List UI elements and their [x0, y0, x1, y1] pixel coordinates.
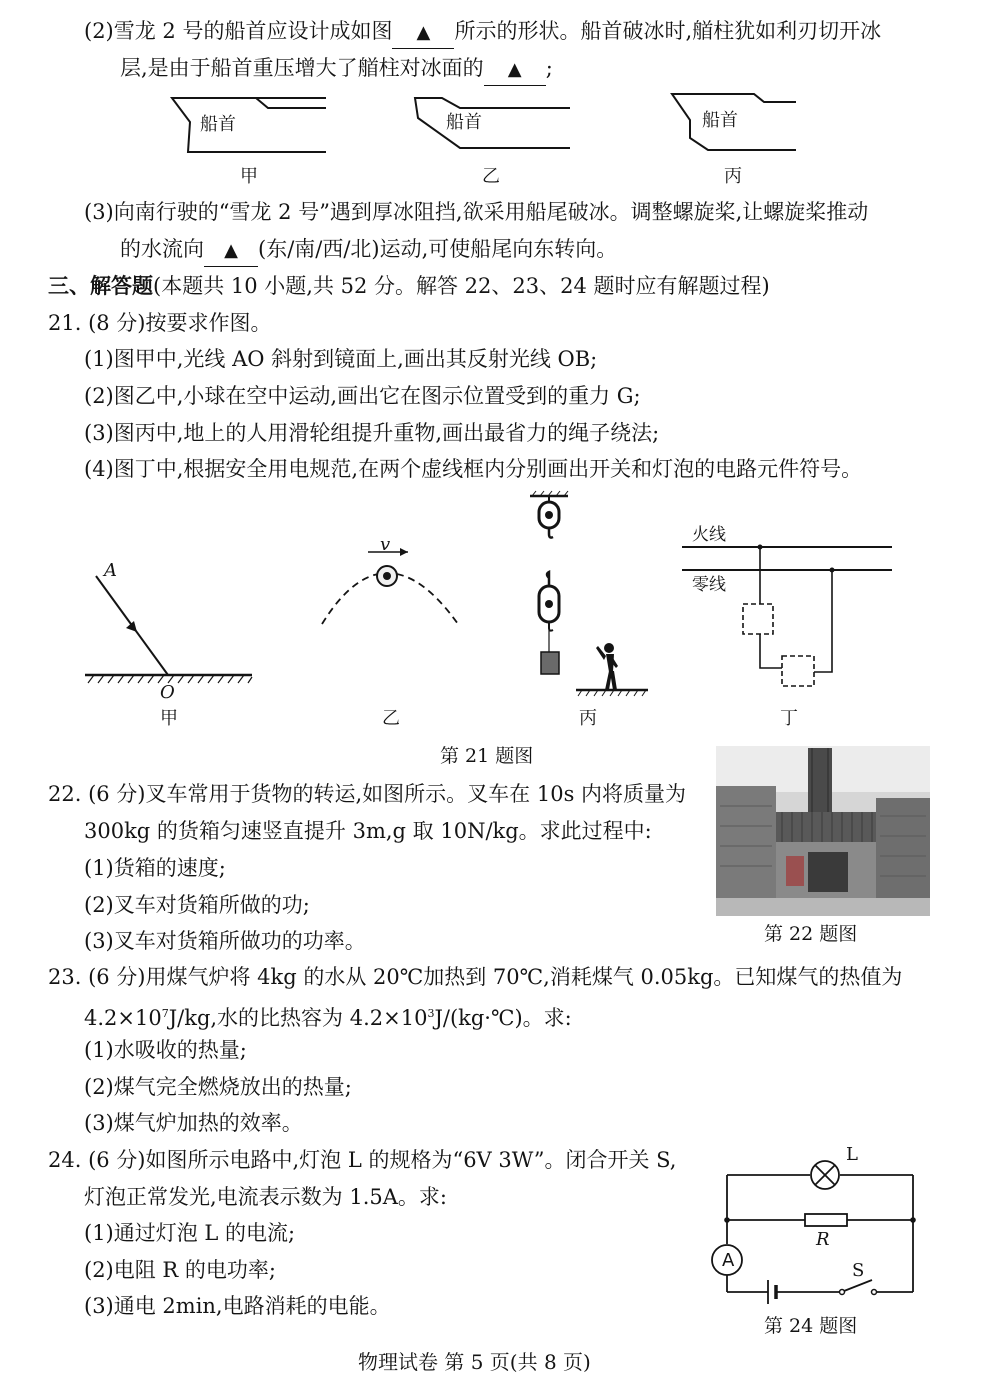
q20-part3-text-c: (东/南/西/北)运动,可使船尾向东转向。 — [258, 237, 618, 261]
label-L: L — [846, 1144, 858, 1165]
resistor-R-icon — [805, 1214, 847, 1226]
answer-blank: ▲ — [392, 18, 454, 49]
hook-icon — [547, 572, 549, 586]
label-A: A — [104, 560, 117, 581]
q24-item-3: (3)通电 2min,电路消耗的电能。 — [84, 1294, 391, 1318]
q21-item-4: (4)图丁中,根据安全用电规范,在两个虚线框内分别画出开关和灯泡的电路元件符号。 — [84, 457, 863, 481]
fig-label-jia: 甲 — [240, 166, 258, 187]
q22-item-1: (1)货箱的速度; — [84, 856, 226, 880]
q23-item-2: (2)煤气完全燃烧放出的热量; — [84, 1075, 352, 1099]
q23-exp-2: 3 — [427, 1007, 435, 1020]
bow-label: 船首 — [702, 110, 738, 131]
neutral-wire-label: 零线 — [692, 575, 726, 595]
q20-part2-text-b: 所示的形状。船首破冰时,艏柱犹如利刃切开冰 — [454, 19, 882, 43]
q22-item-3: (3)叉车对货箱所做功的功率。 — [84, 929, 366, 953]
forklift-photo — [716, 746, 930, 916]
ball-trajectory-figure — [310, 530, 480, 630]
q20-part2-text-c: 层,是由于船首重压增大了艏柱对冰面的 — [120, 56, 484, 80]
container — [776, 812, 876, 842]
q20-part2-line1 — [84, 16, 881, 49]
fig24-caption: 第 24 题图 — [764, 1315, 858, 1337]
q20-part3-line2 — [120, 234, 617, 267]
bow-shapes-figure — [160, 90, 860, 200]
q24-circuit-figure — [700, 1150, 920, 1310]
fig-label-bing: 丙 — [579, 708, 597, 729]
dashed-box-lower — [782, 656, 814, 686]
q21-item-2: (2)图乙中,小球在空中运动,画出它在图示位置受到的重力 G; — [84, 384, 641, 408]
q24-stem-line1: 24. (6 分)如图所示电路中,灯泡 L 的规格为“6V 3W”。闭合开关 S, — [48, 1148, 677, 1172]
pulley-system-figure — [510, 490, 660, 710]
q20-part2-text-a: (2)雪龙 2 号的船首应设计成如图 — [84, 19, 393, 43]
q21-item-3: (3)图丙中,地上的人用滑轮组提升重物,画出最省力的绳子绕法; — [84, 421, 660, 445]
bow-shape-jia — [172, 98, 326, 152]
q24-item-1: (1)通过灯泡 L 的电流; — [84, 1221, 296, 1245]
fig-label-bing: 丙 — [724, 166, 742, 187]
fig21-caption: 第 21 题图 — [440, 745, 534, 767]
label-v: v — [380, 534, 391, 555]
household-circuit-figure — [680, 520, 910, 700]
q23-text-2: J/kg,水的比热容为 4.2×10 — [168, 1006, 428, 1030]
q23-item-3: (3)煤气炉加热的效率。 — [84, 1111, 303, 1135]
q22-stem-line1: 22. (6 分)叉车常用于货物的转运,如图所示。叉车在 10s 内将质量为 — [48, 782, 687, 806]
weight-box — [541, 652, 559, 674]
dashed-box-upper — [743, 604, 773, 634]
ball-center-icon — [383, 572, 391, 580]
fig22-caption: 第 22 题图 — [764, 923, 858, 945]
label-R: R — [816, 1229, 830, 1250]
label-ammeter: A — [722, 1250, 735, 1271]
q22-stem-line2: 300kg 的货箱匀速竖直提升 3m,g 取 10N/kg。求此过程中: — [84, 819, 652, 843]
q23-stem-line2 — [84, 999, 572, 1033]
q20-part3-line1: (3)向南行驶的“雪龙 2 号”遇到厚冰阻挡,欲采用船尾破冰。调整螺旋桨,让螺旋桨推动 — [84, 200, 869, 224]
page-footer: 物理试卷 第 5 页(共 8 页) — [358, 1350, 591, 1374]
q21-item-1: (1)图甲中,光线 AO 斜射到镜面上,画出其反射光线 OB; — [84, 347, 598, 371]
section-header — [48, 271, 770, 301]
section-title: 三、解答题 — [48, 273, 153, 298]
q20-part2-text-d: ; — [545, 56, 553, 80]
bow-label: 船首 — [446, 112, 482, 133]
hook-icon — [549, 528, 553, 538]
person-icon — [596, 643, 618, 690]
q22-item-2: (2)叉车对货箱所做的功; — [84, 893, 310, 917]
q23-text-1: 4.2×10 — [84, 1006, 162, 1030]
ray-arrow-icon — [126, 621, 137, 632]
forklift-body — [808, 852, 848, 892]
label-O: O — [160, 682, 175, 703]
velocity-arrowhead-icon — [400, 548, 408, 556]
q23-item-1: (1)水吸收的热量; — [84, 1038, 247, 1062]
bow-label: 船首 — [200, 114, 236, 135]
section-note: (本题共 10 小题,共 52 分。解答 22、23、24 题时应有解题过程) — [153, 274, 770, 298]
q23-text-3: J/(kg·℃)。求: — [434, 1006, 572, 1030]
q23-stem-line1: 23. (6 分)用煤气炉将 4kg 的水从 20℃加热到 70℃,消耗煤气 0.05kg。已知煤气的热值为 — [48, 965, 903, 989]
answer-blank: ▲ — [204, 236, 258, 267]
q24-stem-line2: 灯泡正常发光,电流表示数为 1.5A。求: — [84, 1185, 447, 1209]
fig-label-yi: 乙 — [482, 166, 500, 187]
fig-label-yi: 乙 — [382, 708, 400, 729]
answer-blank: ▲ — [484, 55, 546, 86]
label-S: S — [852, 1260, 865, 1281]
live-wire-label: 火线 — [692, 525, 726, 545]
q20-part3-text-b: 的水流向 — [120, 237, 204, 261]
fig-label-jia: 甲 — [160, 708, 178, 729]
q24-item-2: (2)电阻 R 的电功率; — [84, 1258, 276, 1282]
fig-label-ding: 丁 — [780, 708, 798, 729]
q21-stem: 21. (8 分)按要求作图。 — [48, 311, 272, 335]
bow-shape-yi — [415, 98, 570, 148]
q20-part2-line2 — [120, 53, 553, 86]
q23-exp-1: 7 — [161, 1007, 169, 1020]
